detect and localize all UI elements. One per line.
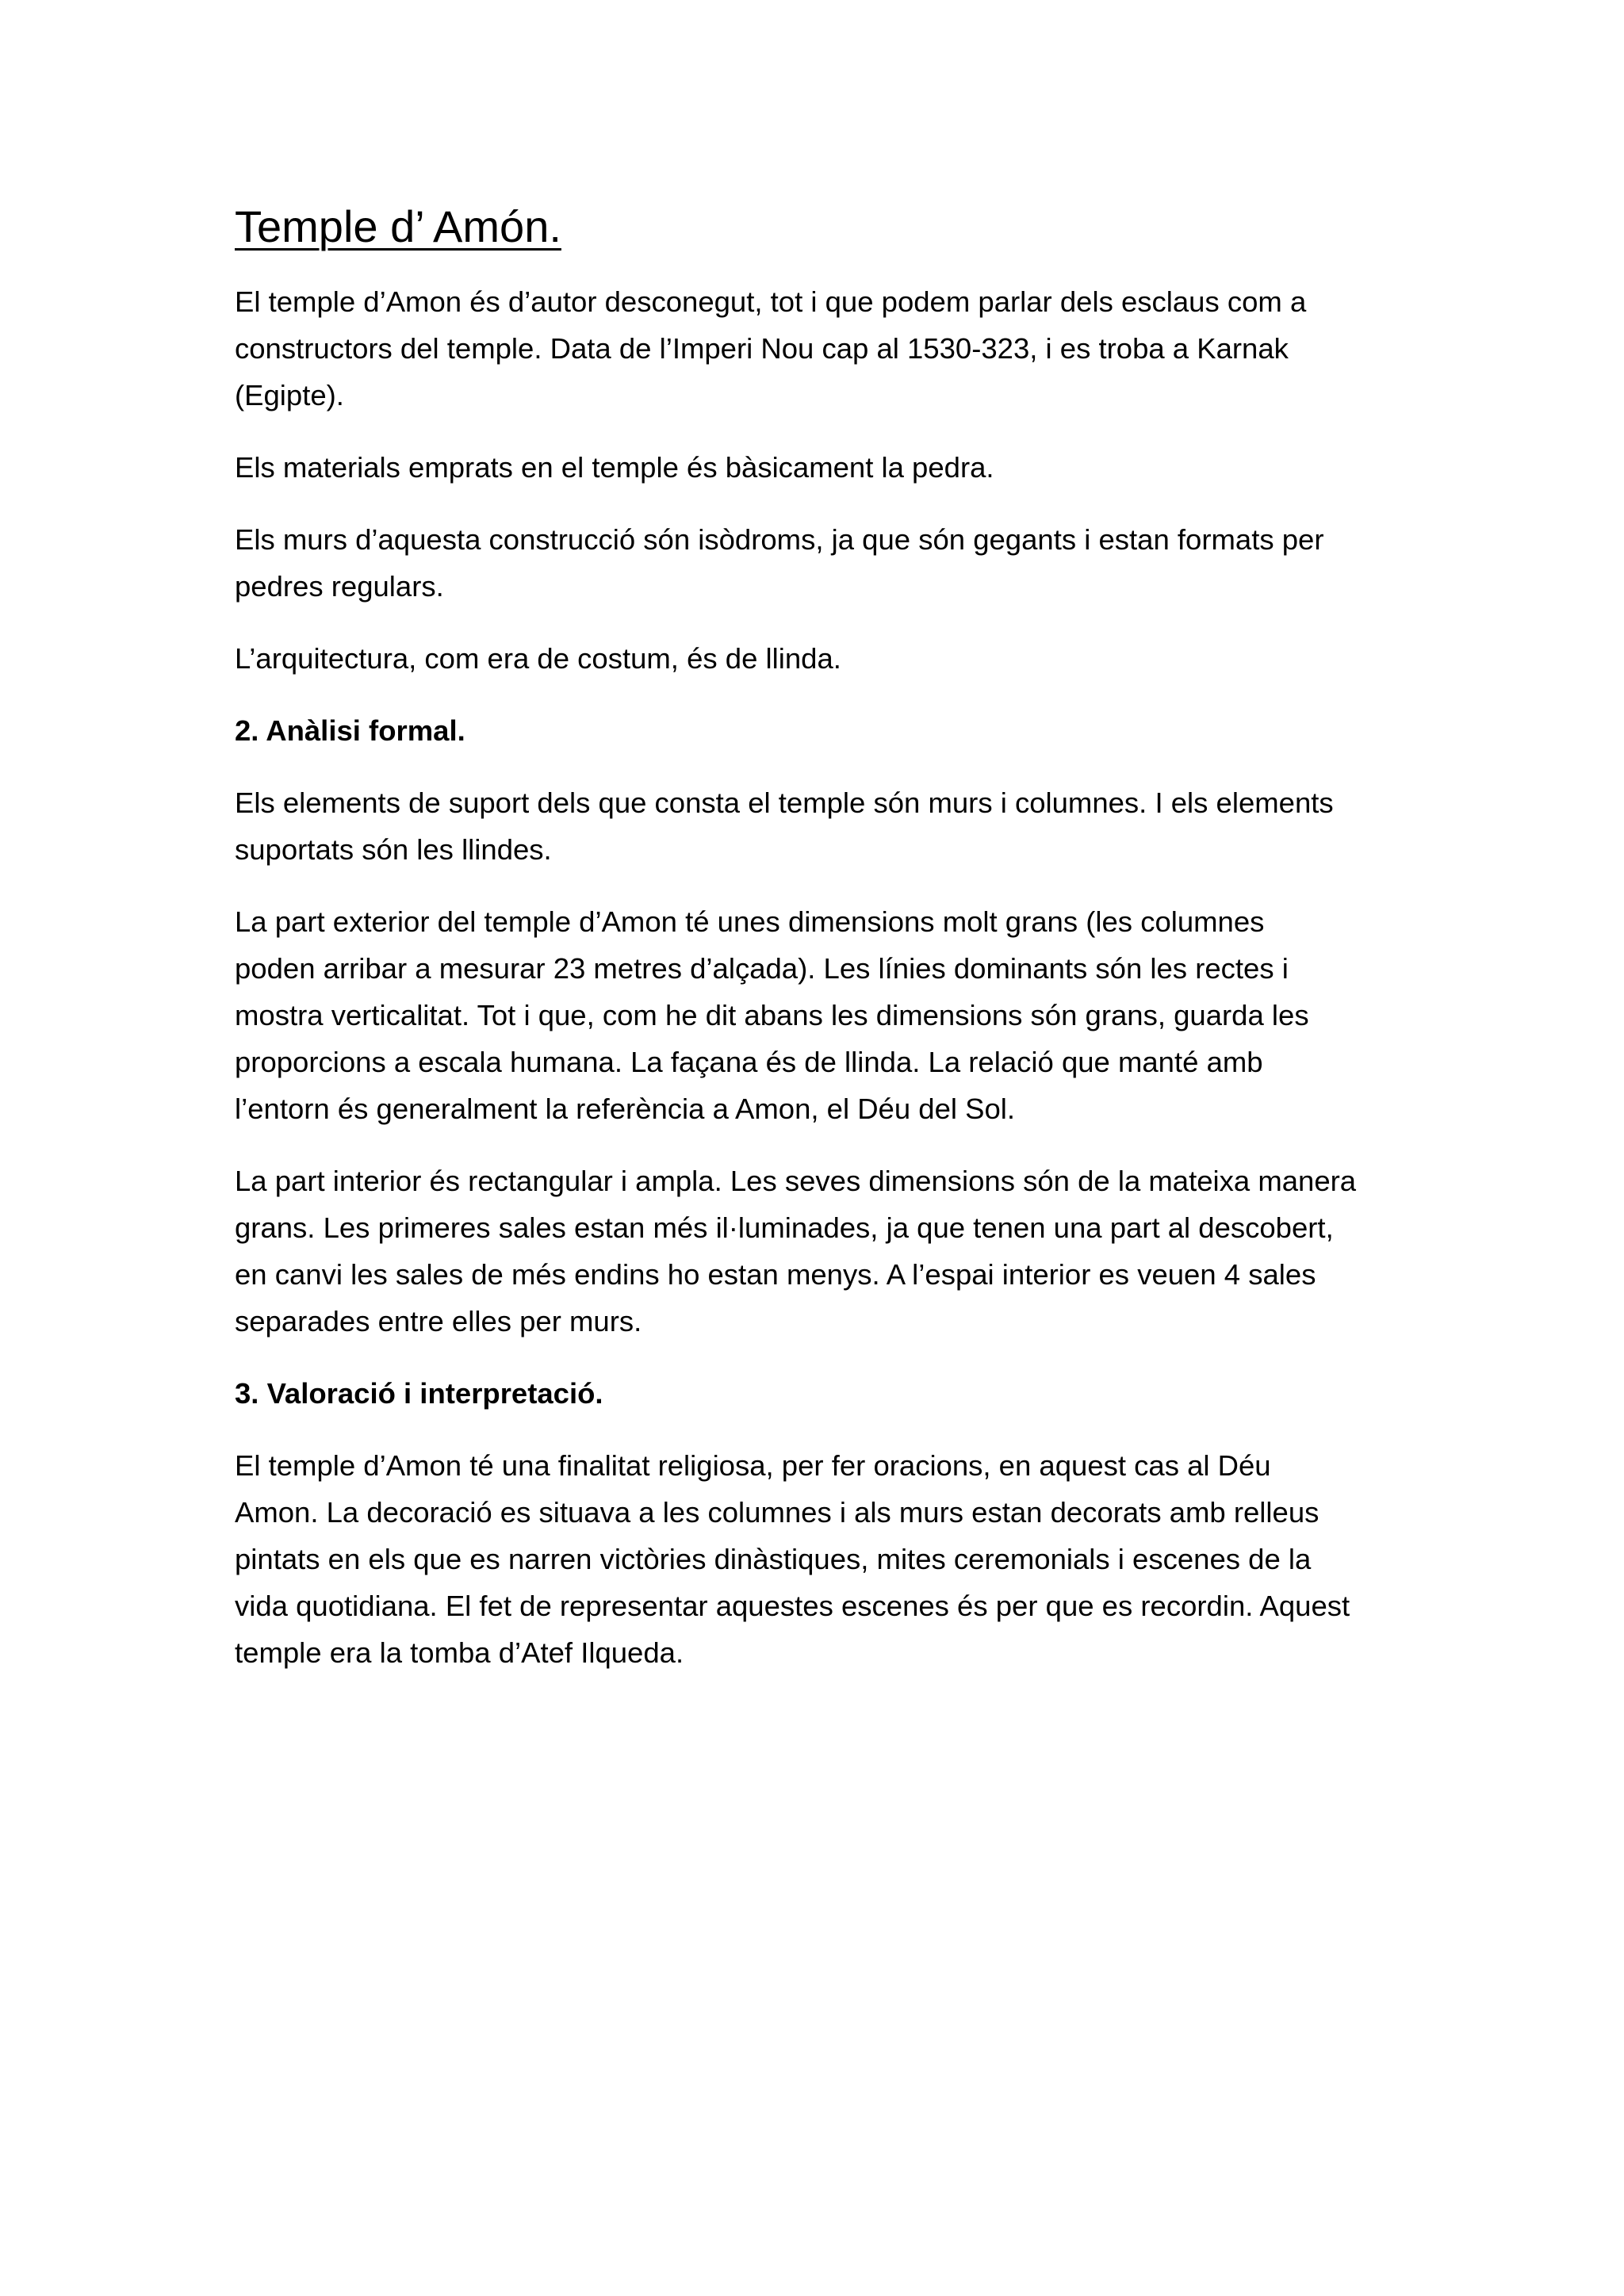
paragraph-line: en canvi les sales de més endins ho estan menys. A l’espai interior es veuen 4 sales [235, 1258, 1316, 1292]
paragraph-line: mostra verticalitat. Tot i que, com he dit abans les dimensions són grans, guarda les [235, 999, 1309, 1032]
paragraph-line: suportats són les llindes. [235, 833, 552, 867]
paragraph-line: l’entorn és generalment la referència a Amon, el Déu del Sol. [235, 1093, 1016, 1126]
section-2-heading: 2. Anàlisi formal. [235, 714, 465, 748]
paragraph-line: Amon. La decoració es situava a les columnes i als murs estan decorats amb relleus [235, 1496, 1320, 1529]
architecture-paragraph [235, 635, 1416, 682]
paragraph-line: grans. Les primeres sales estan més il·luminades, ja que tenen una part al descobert, [235, 1211, 1334, 1245]
paragraph-line: Els elements de suport dels que consta el temple són murs i columnes. I els elements [235, 786, 1334, 820]
document-title: Temple d’ Amón. [235, 201, 561, 251]
paragraph-line: L’arquitectura, com era de costum, és de llinda. [235, 642, 841, 675]
paragraph-line: La part exterior del temple d’Amon té unes dimensions molt grans (les columnes [235, 905, 1265, 939]
intro-paragraph [235, 278, 1416, 419]
paragraph-line: Els materials emprats en el temple és bàsicament la pedra. [235, 451, 994, 484]
paragraph-line: pedres regulars. [235, 570, 444, 603]
exterior-paragraph [235, 898, 1416, 1132]
interior-paragraph [235, 1158, 1416, 1345]
walls-paragraph [235, 516, 1416, 610]
section-3-heading: 3. Valoració i interpretació. [235, 1377, 603, 1410]
paragraph-line: temple era la tomba d’Atef Ilqueda. [235, 1636, 684, 1670]
paragraph-line: El temple d’Amon té una finalitat religiosa, per fer oracions, en aquest cas al Déu [235, 1449, 1271, 1483]
paragraph-line: Els murs d’aquesta construcció són isòdroms, ja que són gegants i estan formats per [235, 523, 1324, 557]
paragraph-line: pintats en els que es narren victòries dinàstiques, mites ceremonials i escenes de la [235, 1543, 1312, 1576]
support-elements-paragraph [235, 779, 1416, 873]
paragraph-line: El temple d’Amon és d’autor desconegut, tot i que podem parlar dels esclaus com a [235, 285, 1307, 319]
paragraph-line: poden arribar a mesurar 23 metres d’alçada). Les línies dominants són les rectes i [235, 952, 1289, 985]
paragraph-line: separades entre elles per murs. [235, 1305, 642, 1338]
interpretation-paragraph [235, 1442, 1416, 1676]
paragraph-line: La part interior és rectangular i ampla. Les seves dimensions són de la mateixa manera [235, 1165, 1357, 1198]
paragraph-line: constructors del temple. Data de l’Imperi Nou cap al 1530-323, i es troba a Karnak [235, 332, 1289, 365]
paragraph-line: (Egipte). [235, 379, 344, 412]
paragraph-line: vida quotidiana. El fet de representar aquestes escenes és per que es recordin. Aquest [235, 1590, 1350, 1623]
paragraph-line: proporcions a escala humana. La façana és de llinda. La relació que manté amb [235, 1046, 1263, 1079]
document-body [235, 200, 1416, 1701]
materials-paragraph [235, 444, 1416, 491]
